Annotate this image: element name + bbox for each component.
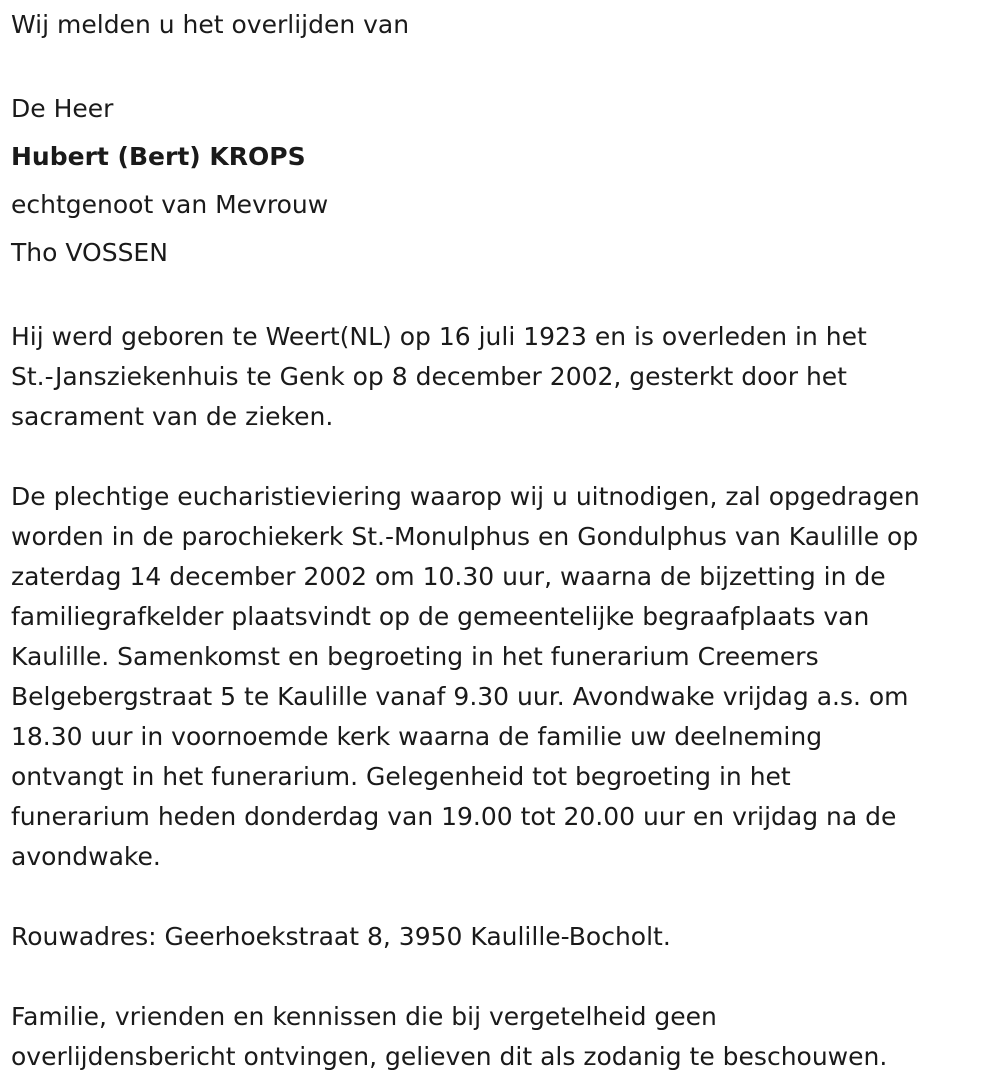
- paragraph-line: Familie, vrienden en kennissen die bij vergetelheid geen: [11, 1002, 717, 1031]
- paragraph-line: overlijdensbericht ontvingen, gelieven dit als zodanig te beschouwen.: [11, 1042, 888, 1071]
- birth-paragraph: [11, 317, 991, 437]
- ceremony-paragraph: [11, 477, 991, 877]
- paragraph-line: Hij werd geboren te Weert(NL) op 16 juli 1923 en is overleden in het: [11, 322, 867, 351]
- title-prefix: De Heer: [11, 94, 114, 123]
- paragraph-line: funerarium heden donderdag van 19.00 tot 20.00 uur en vrijdag na de: [11, 802, 897, 831]
- spouse-name: Tho VOSSEN: [11, 238, 168, 267]
- spacer: [11, 45, 991, 85]
- paragraph-line: zaterdag 14 december 2002 om 10.30 uur, waarna de bijzetting in de: [11, 562, 886, 591]
- spouse-intro: echtgenoot van Mevrouw: [11, 190, 329, 219]
- spacer: [11, 957, 991, 997]
- intro-line: Wij melden u het overlijden van: [11, 10, 410, 39]
- paragraph-line: Kaulille. Samenkomst en begroeting in het funerarium Creemers: [11, 642, 819, 671]
- paragraph-line: 18.30 uur in voornoemde kerk waarna de familie uw deelneming: [11, 722, 823, 751]
- paragraph-line: De plechtige eucharistieviering waarop wij u uitnodigen, zal opgedragen: [11, 482, 920, 511]
- spacer: [11, 877, 991, 917]
- paragraph-line: familiegrafkelder plaatsvindt op de gemeentelijke begraafplaats van: [11, 602, 870, 631]
- spacer: [11, 277, 991, 317]
- paragraph-line: St.-Jansziekenhuis te Genk op 8 december 2002, gesterkt door het: [11, 362, 847, 391]
- deceased-name: Hubert (Bert) KROPS: [11, 142, 306, 171]
- paragraph-line: avondwake.: [11, 842, 161, 871]
- paragraph-line: Belgebergstraat 5 te Kaulille vanaf 9.30 uur. Avondwake vrijdag a.s. om: [11, 682, 909, 711]
- paragraph-line: worden in de parochiekerk St.-Monulphus en Gondulphus van Kaulille op: [11, 522, 919, 551]
- paragraph-line: ontvangt in het funerarium. Gelegenheid tot begroeting in het: [11, 762, 791, 791]
- closing-paragraph: [11, 997, 991, 1077]
- death-notice-document: [11, 5, 991, 1077]
- paragraph-line: sacrament van de zieken.: [11, 402, 334, 431]
- spacer: [11, 437, 991, 477]
- funeral-address: Rouwadres: Geerhoekstraat 8, 3950 Kaulille-Bocholt.: [11, 922, 671, 951]
